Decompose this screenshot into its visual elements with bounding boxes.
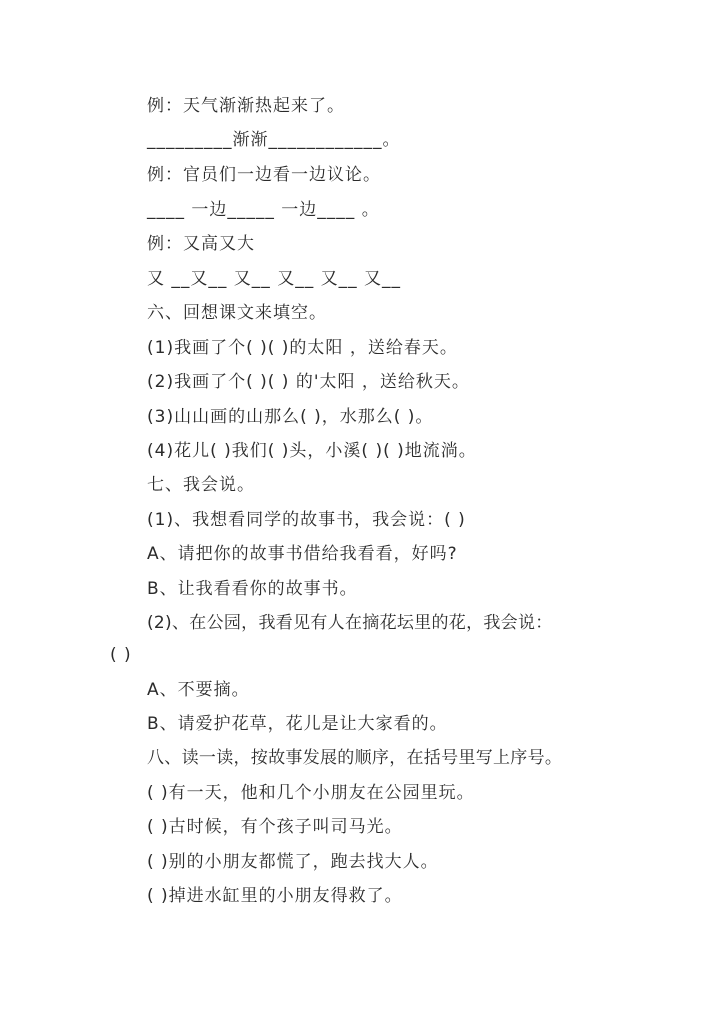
example-3: 例：又高又大: [147, 234, 255, 254]
section-8-item-2: ( )古时候，有个孩子叫司马光。: [147, 817, 403, 837]
example-2: 例：官员们一边看一边议论。: [147, 165, 381, 185]
section-7-q2-opt-b: B、请爱护花草，花儿是让大家看的。: [147, 714, 448, 734]
section-7-q2-opt-a: A、不要摘。: [147, 680, 250, 700]
section-7-q1-opt-a: A、请把你的故事书借给我看看，好吗?: [147, 544, 458, 564]
section-6-item-1: (1)我画了个( )( )的太阳 ，送给春天。: [147, 338, 458, 358]
section-6-item-2: (2)我画了个( )( ) 的'太阳 ，送给秋天。: [147, 372, 470, 392]
section-6-item-3: (3)山山画的山那么( )，水那么( )。: [147, 407, 434, 427]
section-8-heading: 八、读一读，按故事发展的顺序，在括号里写上序号。: [147, 748, 563, 768]
section-8-item-3: ( )别的小朋友都慌了，跑去找大人。: [147, 852, 439, 872]
section-7-q1: (1)、我想看同学的故事书，我会说：( ): [147, 510, 466, 530]
example-1: 例：天气渐渐热起来了。: [147, 96, 345, 116]
section-7-q2-paren: ( ): [110, 645, 132, 665]
section-8-item-4: ( )掉进水缸里的小朋友得救了。: [147, 886, 403, 906]
section-8-item-1: ( )有一天，他和几个小朋友在公园里玩。: [147, 783, 475, 803]
section-7-q2: (2)、在公园，我看见有人在摘花坛里的花，我会说：: [147, 613, 553, 633]
section-7-q1-opt-b: B、让我看看你的故事书。: [147, 579, 358, 599]
section-6-item-4: (4)花儿( )我们( )头，小溪( )( )地流淌。: [147, 441, 477, 461]
blank-2: ____ 一边_____ 一边____ 。: [147, 200, 380, 220]
blank-3: 又 __又__ 又__ 又__ 又__ 又__: [147, 269, 402, 289]
section-6-heading: 六、回想课文来填空。: [147, 303, 327, 323]
blank-1: _________渐渐____________。: [147, 130, 401, 150]
section-7-heading: 七、我会说。: [147, 475, 255, 495]
